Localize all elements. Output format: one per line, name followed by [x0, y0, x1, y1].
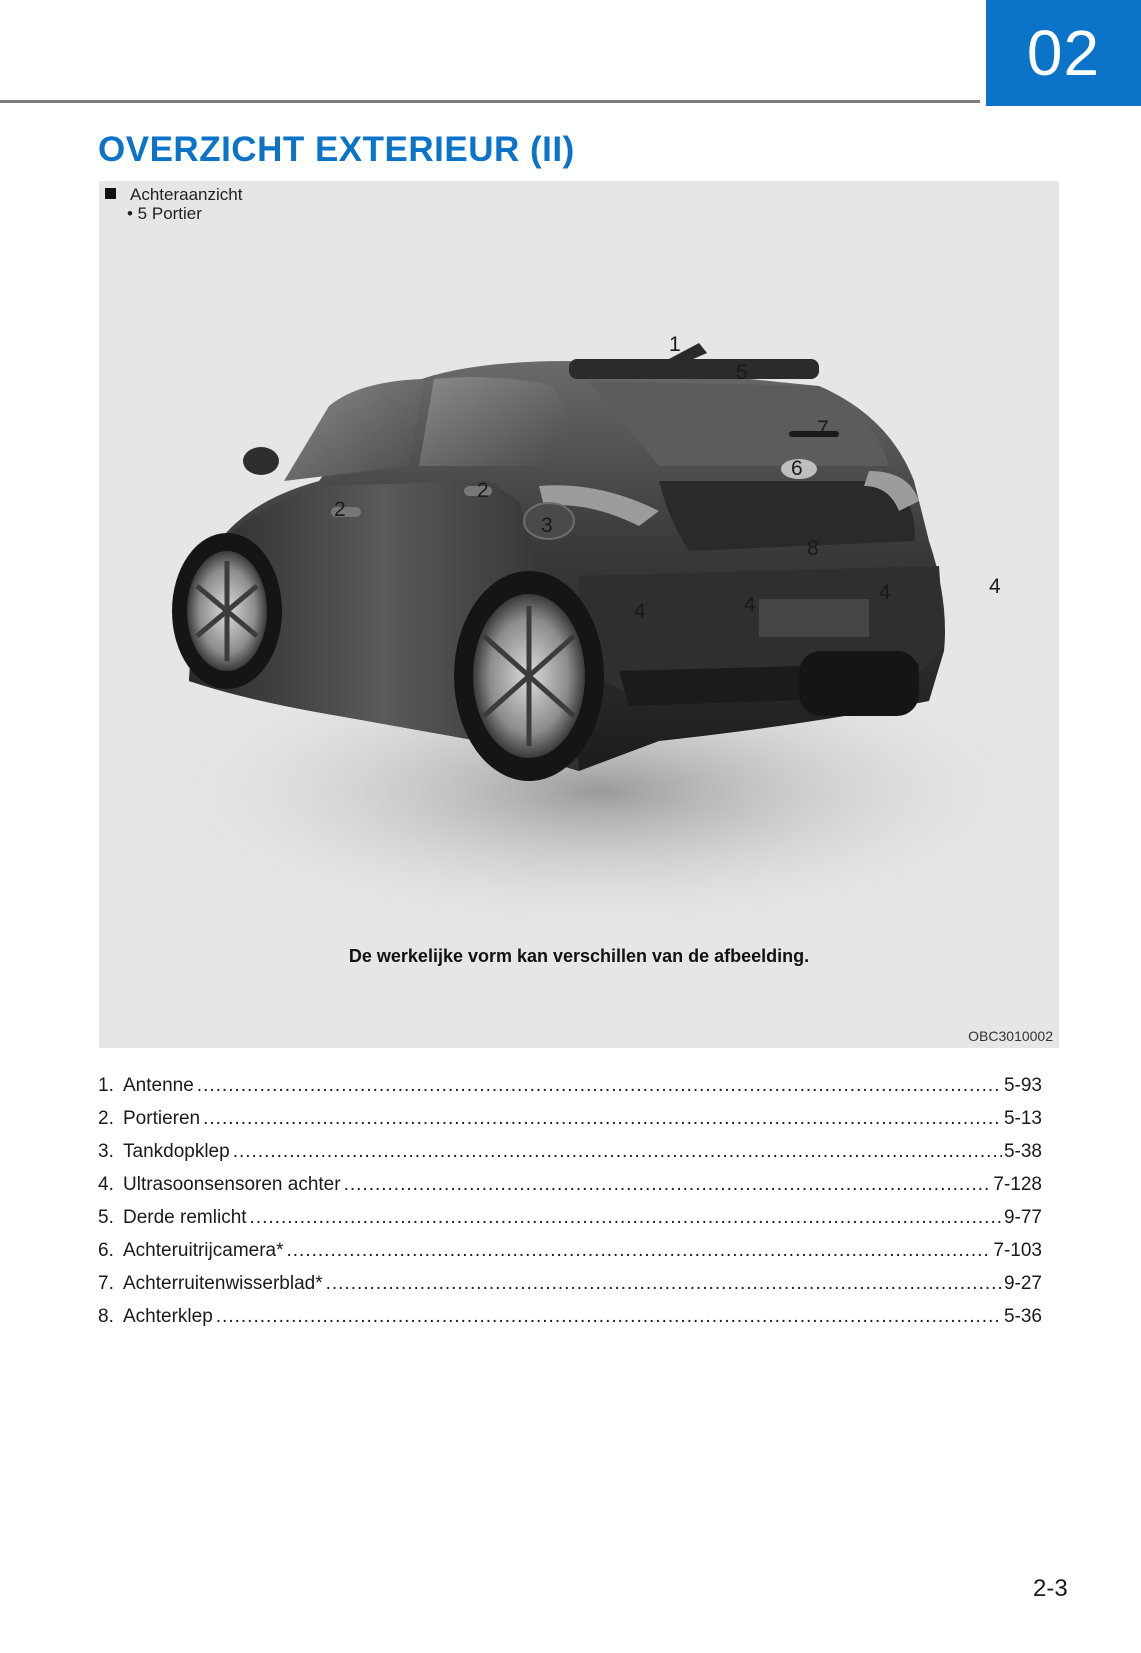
legend-number: 2. — [98, 1108, 114, 1129]
callout-brake-light: 5 — [736, 361, 748, 384]
legend-number: 8. — [98, 1306, 114, 1327]
dot-leader — [233, 1141, 1002, 1163]
legend-label: Antenne — [123, 1075, 194, 1096]
legend-item — [98, 1141, 1042, 1174]
rear-wiper — [789, 431, 839, 437]
legend-page-ref: 5-93 — [1003, 1075, 1042, 1096]
legend-item — [98, 1108, 1042, 1141]
legend-page-ref: 9-27 — [1003, 1273, 1042, 1294]
legend-item — [98, 1207, 1042, 1240]
figure-caption: De werkelijke vorm kan verschillen van de afbeelding. — [348, 946, 810, 966]
figure-heading: Achteraanzicht — [130, 185, 243, 204]
callout-sensor-1: 4 — [634, 600, 646, 623]
legend-item — [98, 1075, 1042, 1108]
callout-door-rear: 2 — [477, 479, 489, 502]
legend-label: Derde remlicht — [123, 1207, 247, 1228]
legend-number: 4. — [98, 1174, 114, 1195]
legend-number: 5. — [98, 1207, 114, 1228]
legend-label: Achterruitenwisserblad* — [123, 1273, 323, 1294]
legend-page-ref: 7-128 — [993, 1174, 1042, 1195]
side-mirror — [243, 447, 279, 475]
legend-number: 7. — [98, 1273, 114, 1294]
page-title: OVERZICHT EXTERIEUR (II) — [98, 130, 575, 169]
dot-leader — [216, 1306, 1002, 1328]
figure-subheading: • 5 Portier — [127, 204, 202, 223]
license-plate-area — [759, 599, 869, 637]
legend-label: Portieren — [123, 1108, 201, 1129]
side-window-front — [284, 379, 424, 481]
callout-door-front: 2 — [334, 498, 346, 521]
callout-wiper: 7 — [817, 417, 829, 440]
legend-item — [98, 1306, 1042, 1339]
callout-fuel-door: 3 — [541, 514, 553, 537]
legend-item — [98, 1273, 1042, 1306]
legend-page-ref: 5-13 — [1003, 1108, 1042, 1129]
figure-code: OBC3010002 — [968, 1028, 1053, 1044]
figure — [99, 181, 1059, 1048]
callout-antenna: 1 — [669, 333, 681, 356]
dot-leader — [344, 1174, 992, 1196]
chapter-tab: 02 — [986, 0, 1141, 106]
tailgate — [659, 481, 915, 551]
legend-list — [98, 1075, 1042, 1339]
legend-page-ref: 7-103 — [993, 1240, 1042, 1261]
legend-number: 3. — [98, 1141, 114, 1162]
callout-sensor-4: 4 — [989, 575, 1001, 598]
tire-rear-right — [799, 651, 919, 716]
header-rule — [0, 100, 980, 103]
legend-label: Ultrasoonsensoren achter — [123, 1174, 341, 1195]
callout-camera: 6 — [791, 457, 803, 480]
dot-leader — [287, 1240, 992, 1262]
callout-sensor-3: 4 — [879, 581, 891, 604]
page-number: 2-3 — [1033, 1575, 1068, 1602]
dot-leader — [197, 1075, 1002, 1097]
dot-leader — [203, 1108, 1002, 1130]
legend-page-ref: 9-77 — [1003, 1207, 1042, 1228]
legend-page-ref: 5-36 — [1003, 1306, 1042, 1327]
dot-leader — [326, 1273, 1002, 1295]
legend-page-ref: 5-38 — [1003, 1141, 1042, 1162]
legend-label: Achterklep — [123, 1306, 213, 1327]
legend-number: 6. — [98, 1240, 114, 1261]
legend-label: Achteruitrijcamera* — [123, 1240, 284, 1261]
callout-tailgate: 8 — [807, 537, 819, 560]
legend-number: 1. — [98, 1075, 114, 1096]
legend-item — [98, 1174, 1042, 1207]
callout-sensor-2: 4 — [744, 593, 756, 616]
spoiler — [569, 359, 819, 379]
side-window-rear — [419, 377, 569, 466]
dot-leader — [250, 1207, 1002, 1229]
legend-item — [98, 1240, 1042, 1273]
car-rear-illustration — [99, 181, 1059, 1048]
legend-label: Tankdopklep — [123, 1141, 230, 1162]
